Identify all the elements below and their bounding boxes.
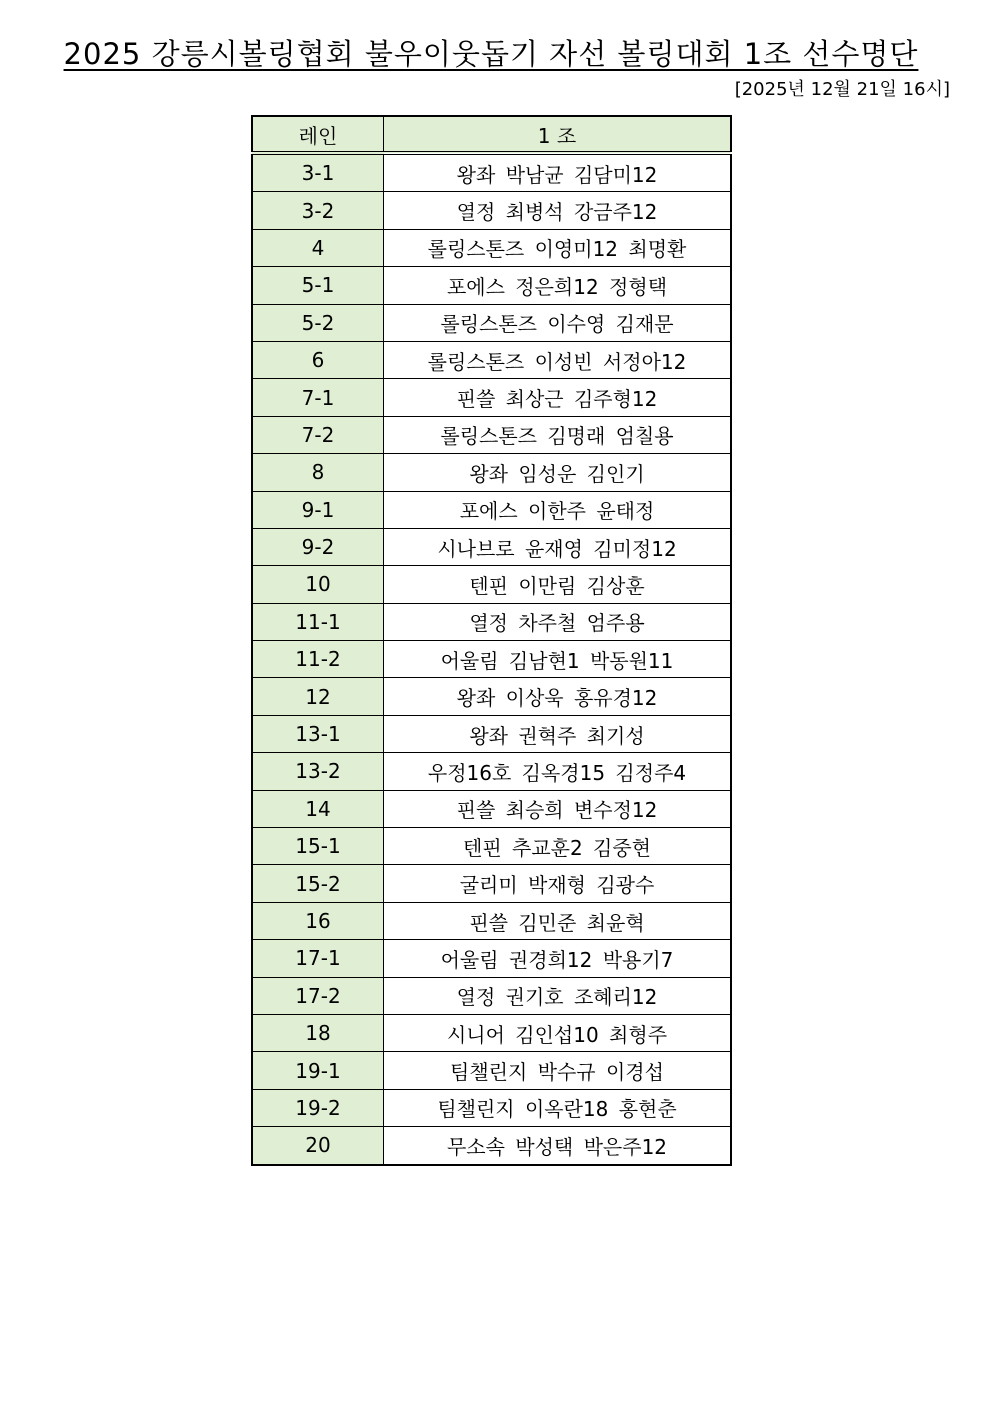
lane-cell: 14 xyxy=(252,790,384,827)
table-row xyxy=(252,940,731,977)
team-players-cell: 텐핀 추교훈2 김중현 xyxy=(384,828,732,865)
table-row xyxy=(252,1089,731,1126)
table-row xyxy=(252,977,731,1014)
table-row xyxy=(252,1014,731,1051)
team-players-cell: 열정 권기호 조혜리12 xyxy=(384,977,732,1014)
team-players-cell: 포에스 정은희12 정형택 xyxy=(384,267,732,304)
table-row xyxy=(252,902,731,939)
page-title-text: 2025 강릉시볼링협회 불우이웃돕기 자선 볼링대회 1조 선수명단 xyxy=(63,37,919,71)
team-players-cell: 핀쓸 최상근 김주형12 xyxy=(384,379,732,416)
lane-cell: 9-1 xyxy=(252,491,384,528)
lane-cell: 15-1 xyxy=(252,828,384,865)
team-players-cell: 시나브로 윤재영 김미정12 xyxy=(384,528,732,565)
lane-cell: 13-1 xyxy=(252,715,384,752)
team-players-cell: 열정 차주철 엄주용 xyxy=(384,603,732,640)
team-players-cell: 롤링스톤즈 김명래 엄칠용 xyxy=(384,416,732,453)
table-row xyxy=(252,491,731,528)
team-players-cell: 굴리미 박재형 김광수 xyxy=(384,865,732,902)
team-players-cell: 왕좌 임성운 김인기 xyxy=(384,454,732,491)
table-row xyxy=(252,828,731,865)
lane-cell: 19-2 xyxy=(252,1089,384,1126)
table-row xyxy=(252,753,731,790)
table-row xyxy=(252,1127,731,1165)
lane-cell: 3-1 xyxy=(252,153,384,192)
lane-column-header: 레인 xyxy=(252,116,384,153)
lane-cell: 9-2 xyxy=(252,528,384,565)
team-players-cell: 텐핀 이만림 김상훈 xyxy=(384,566,732,603)
team-players-cell: 롤링스톤즈 이영미12 최명환 xyxy=(384,229,732,266)
group-column-header: 1 조 xyxy=(384,116,732,153)
team-players-cell: 열정 최병석 강금주12 xyxy=(384,192,732,229)
table-row xyxy=(252,192,731,229)
team-players-cell: 핀쓸 김민준 최윤혁 xyxy=(384,902,732,939)
table-row xyxy=(252,229,731,266)
team-players-cell: 어울림 김남현1 박동원11 xyxy=(384,641,732,678)
table-row xyxy=(252,603,731,640)
lane-cell: 13-2 xyxy=(252,753,384,790)
lane-cell: 12 xyxy=(252,678,384,715)
roster-body xyxy=(252,153,731,1165)
lane-cell: 3-2 xyxy=(252,192,384,229)
lane-cell: 16 xyxy=(252,902,384,939)
team-players-cell: 우정16호 김옥경15 김정주4 xyxy=(384,753,732,790)
team-players-cell: 포에스 이한주 윤태정 xyxy=(384,491,732,528)
lane-cell: 18 xyxy=(252,1014,384,1051)
table-row xyxy=(252,416,731,453)
table-row xyxy=(252,790,731,827)
event-date: [2025년 12월 21일 16시] xyxy=(734,79,950,100)
lane-cell: 17-1 xyxy=(252,940,384,977)
lane-cell: 15-2 xyxy=(252,865,384,902)
team-players-cell: 왕좌 박남균 김담미12 xyxy=(384,153,732,192)
lane-cell: 7-1 xyxy=(252,379,384,416)
table-row xyxy=(252,1052,731,1089)
lane-cell: 8 xyxy=(252,454,384,491)
lane-cell: 5-2 xyxy=(252,304,384,341)
lane-cell: 20 xyxy=(252,1127,384,1165)
table-row xyxy=(252,678,731,715)
team-players-cell: 왕좌 이상욱 홍유경12 xyxy=(384,678,732,715)
team-players-cell: 팀챌린지 박수규 이경섭 xyxy=(384,1052,732,1089)
lane-cell: 6 xyxy=(252,341,384,378)
table-row xyxy=(252,379,731,416)
team-players-cell: 무소속 박성택 박은주12 xyxy=(384,1127,732,1165)
team-players-cell: 핀쓸 최승희 변수정12 xyxy=(384,790,732,827)
lane-cell: 19-1 xyxy=(252,1052,384,1089)
team-players-cell: 롤링스톤즈 이수영 김재문 xyxy=(384,304,732,341)
team-players-cell: 롤링스톤즈 이성빈 서정아12 xyxy=(384,341,732,378)
lane-cell: 4 xyxy=(252,229,384,266)
table-header-row xyxy=(252,116,731,153)
table-row xyxy=(252,566,731,603)
table-row xyxy=(252,641,731,678)
lane-cell: 11-1 xyxy=(252,603,384,640)
table-row xyxy=(252,153,731,192)
page-title xyxy=(0,34,982,74)
team-players-cell: 어울림 권경희12 박용기7 xyxy=(384,940,732,977)
lane-cell: 7-2 xyxy=(252,416,384,453)
lane-cell: 11-2 xyxy=(252,641,384,678)
table-row xyxy=(252,454,731,491)
roster-table xyxy=(251,115,732,1166)
table-row xyxy=(252,528,731,565)
table-row xyxy=(252,304,731,341)
team-players-cell: 팀챌린지 이옥란18 홍현춘 xyxy=(384,1089,732,1126)
table-row xyxy=(252,341,731,378)
team-players-cell: 시니어 김인섭10 최형주 xyxy=(384,1014,732,1051)
table-row xyxy=(252,865,731,902)
lane-cell: 17-2 xyxy=(252,977,384,1014)
table-row xyxy=(252,267,731,304)
table-row xyxy=(252,715,731,752)
lane-cell: 10 xyxy=(252,566,384,603)
lane-cell: 5-1 xyxy=(252,267,384,304)
team-players-cell: 왕좌 권혁주 최기성 xyxy=(384,715,732,752)
